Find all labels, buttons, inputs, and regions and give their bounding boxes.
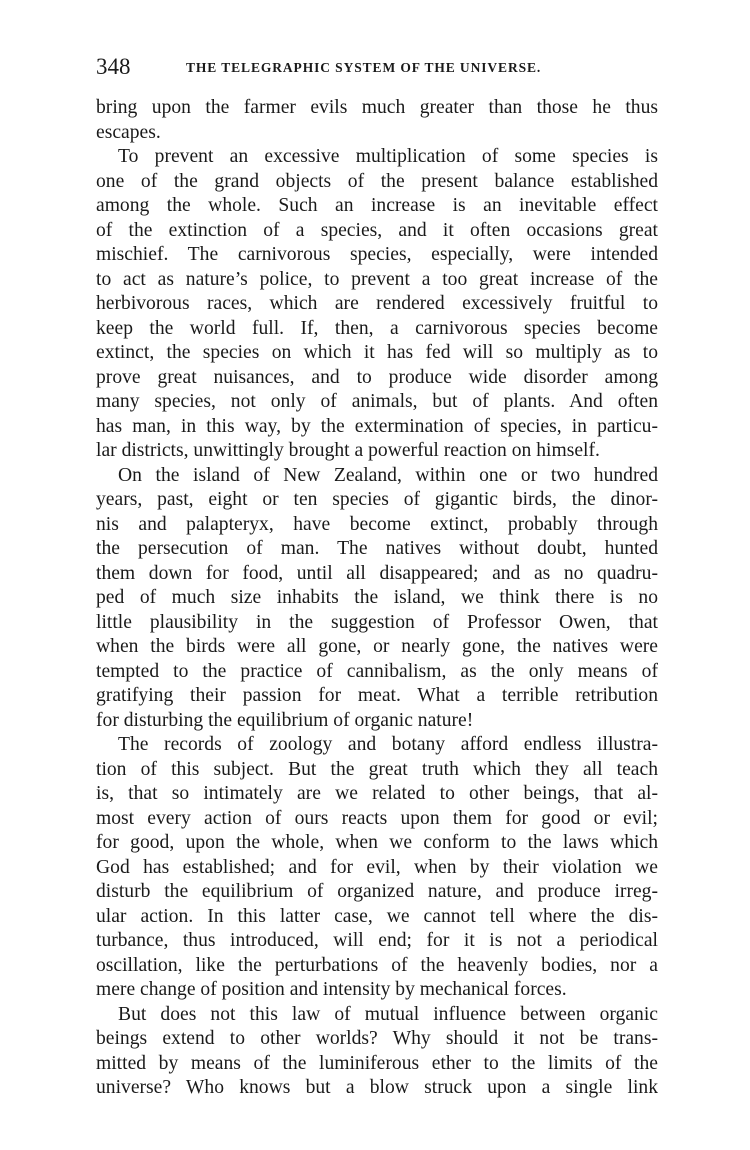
text-line: when the birds were all gone, or nearly gone, the natives were bbox=[96, 636, 658, 657]
text-line: prove great nuisances, and to produce wide disorder among bbox=[96, 366, 658, 388]
text-line: little plausibility in the suggestion of Professor Owen, that bbox=[96, 611, 658, 633]
text-line: among the whole. Such an increase is an inevitable effect bbox=[96, 195, 658, 216]
text-line: escapes. bbox=[96, 121, 161, 143]
text-line: is, that so intimately are we related to other beings, that al- bbox=[96, 783, 658, 804]
text-line: turbance, thus introduced, will end; for it is not a periodical bbox=[96, 930, 658, 951]
text-line: mitted by means of the luminiferous ether to the limits of the bbox=[96, 1052, 658, 1074]
text-line: keep the world full. If, then, a carnivorous species become bbox=[96, 317, 658, 339]
text-line: ped of much size inhabits the island, we think there is no bbox=[96, 587, 658, 608]
running-head bbox=[96, 52, 656, 82]
text-line: To prevent an excessive multiplication of some species is bbox=[118, 146, 658, 167]
text-line: them down for food, until all disappeared; and as no quadru- bbox=[96, 562, 658, 584]
text-line: gratifying their passion for meat. What a terrible retribution bbox=[96, 685, 658, 706]
text-line: bring upon the farmer evils much greater than those he thus bbox=[96, 97, 658, 118]
text-line: But does not this law of mutual influence between organic bbox=[118, 1003, 658, 1025]
text-line: tempted to the practice of cannibalism, as the only means of bbox=[96, 660, 658, 682]
text-line: disturb the equilibrium of organized nature, and produce irreg- bbox=[96, 881, 658, 902]
text-line: of the extinction of a species, and it often occasions great bbox=[96, 219, 658, 241]
text-line: lar districts, unwittingly brought a powerful reaction on himself. bbox=[96, 440, 600, 461]
text-line: herbivorous races, which are rendered excessively fruitful to bbox=[96, 293, 658, 314]
text-line: one of the grand objects of the present balance established bbox=[96, 170, 658, 192]
text-line: years, past, eight or ten species of gigantic birds, the dinor- bbox=[96, 489, 658, 510]
text-line: tion of this subject. But the great truth which they all teach bbox=[96, 758, 658, 780]
text-line: nis and palapteryx, have become extinct, probably through bbox=[96, 513, 658, 535]
text-line: extinct, the species on which it has fed will so multiply as to bbox=[96, 342, 658, 363]
text-line: On the island of New Zealand, within one or two hundred bbox=[118, 464, 658, 486]
page-number: 348 bbox=[96, 54, 131, 79]
text-line: many species, not only of animals, but of plants. And often bbox=[96, 391, 658, 412]
text-line: mischief. The carnivorous species, especially, were intended bbox=[96, 244, 658, 265]
text-line: the persecution of man. The natives without doubt, hunted bbox=[96, 538, 658, 559]
text-line: mere change of position and intensity by mechanical forces. bbox=[96, 979, 567, 1000]
text-line: for disturbing the equilibrium of organic nature! bbox=[96, 709, 474, 731]
text-line: most every action of ours reacts upon them for good or evil; bbox=[96, 807, 658, 829]
text-line: has man, in this way, by the extermination of species, in particu- bbox=[96, 415, 658, 437]
text-line: The records of zoology and botany afford endless illustra- bbox=[118, 734, 658, 755]
text-line: for good, upon the whole, when we conform to the laws which bbox=[96, 832, 658, 853]
running-head-title: THE TELEGRAPHIC SYSTEM OF THE UNIVERSE. bbox=[186, 60, 542, 75]
text-line: universe? Who knows but a blow struck upon a single link bbox=[96, 1077, 658, 1098]
text-line: ular action. In this latter case, we cannot tell where the dis- bbox=[96, 905, 658, 927]
text-line: to act as nature’s police, to prevent a too great increase of the bbox=[96, 268, 658, 290]
text-line: oscillation, like the perturbations of the heavenly bodies, nor a bbox=[96, 954, 658, 976]
body-text bbox=[96, 96, 658, 1101]
text-line: God has established; and for evil, when by their violation we bbox=[96, 856, 658, 878]
text-line: beings extend to other worlds? Why should it not be trans- bbox=[96, 1028, 658, 1049]
